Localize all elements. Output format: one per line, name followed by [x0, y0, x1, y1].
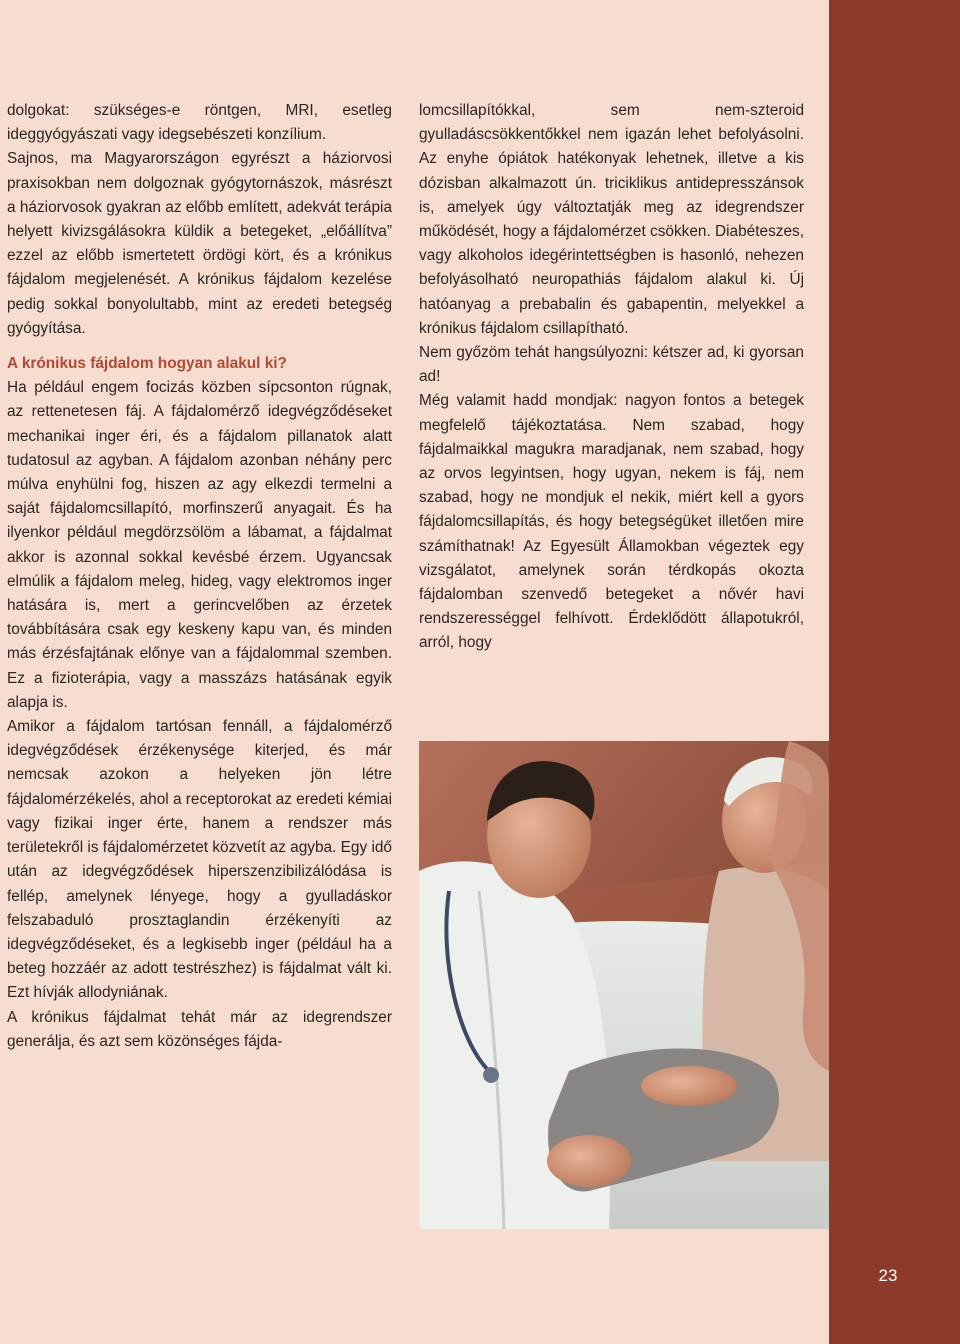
- paragraph: Ha például engem focizás közben sípcsonton rúgnak, az rettenetesen fáj. A fájdalomérző idegvégződéseket mechanikai inger éri, és a fájdalom pillanatok alatt tudatosul az agyban. A fájdalom azonban néhány perc múlva enyhülni fog, hiszen az agy elkezdi termelni a saját fájdalomcsillapító, morfinszerű anyagait. És ha ilyenkor például megdörzsölöm a lábamat, a fájdalmat akkor is azonnal sokkal kevésbé érzem. Ugyancsak elmúlik a fájdalom meleg, hideg, vagy elektromos inger hatására is, mert a gerincvelőben az érzetek továbbítására csak egy keskeny kapu van, és minden más érzésfajtának előnye van a fájdalommal szemben. Ez a fizioterápia, vagy a masszázs hatásának egyik alapja is.: [7, 379, 392, 711]
- paragraph: dolgokat: szükséges-e röntgen, MRI, esetleg ideggyógyászati vagy idegsebészeti konzílium.: [7, 102, 392, 144]
- left-column: [7, 99, 392, 1054]
- photo-illustration: [419, 741, 829, 1229]
- doctor-patient-photo: [419, 741, 829, 1229]
- page-number: 23: [878, 1266, 898, 1285]
- paragraph: Amikor a fájdalom tartósan fennáll, a fájdalomérző idegvégződések érzékenysége kiterjed, és már nemcsak azokon a helyeken jön létre fájdalomérzékelés, ahol a receptorokat az eredeti kémiai vagy fizikai inger érte, hanem a rendszer más területekről is fájdalomérzetet közvetít az agyba. Egy idő után az idegvégződések hiperszenzibilizálódása is fellép, amelynek lényege, hogy a gyulladáskor felszabaduló prosztaglandin érzékenyíti az idegvégződéseket, és a legkisebb inger (például ha a beteg hozzáér az adott testrészhez) is fájdalmat vált ki. Ezt hívják allodyniának.: [7, 718, 392, 1002]
- paragraph: Még valamit hadd mondjak: nagyon fontos a betegek megfelelő tájékoztatása. Nem szabad, hogy fájdalmaikkal magukra maradjanak, nem szabad, hogy az orvos legyintsen, hogy ugyan, nekem is fáj, nem szabad, hogy ne mondjuk el nekik, miért kell a gyors fájdalomcsillapítás, és hogy betegségüket illetően mire számíthatnak! Az Egyesült Államokban végeztek egy vizsgálatot, amelynek során térdkopás okozta fájdalomban szenvedő betegeket a nővér havi rendszerességgel felhívott. Érdeklődött állapotukról, arról, hogy: [419, 392, 804, 652]
- right-column: [419, 99, 804, 656]
- sidebar-band: [829, 0, 960, 1344]
- paragraph: lomcsillapítókkal, sem nem-szteroid gyulladáscsökkentőkkel nem igazán lehet befolyásolni. Az enyhe ópiátok hatékonyak lehetnek, illetve a kis dózisban alkalmazott ún. triciklikus antidepresszánsok is, amelyek úgy változtatják meg az idegrendszer működését, hogy a fájdalomérzet csökken. Diabéteszes, vagy alkoholos idegérintettségben is hasonló, nehezen befolyásolható neuropathiás fájdalom alakul ki. Új hatóanyag a prebabalin és gabapentin, melyekkel a krónikus fájdalom csillapítható.: [419, 102, 804, 337]
- section-heading: A krónikus fájdalom hogyan alakul ki?: [7, 355, 287, 373]
- paragraph: Nem győzöm tehát hangsúlyozni: kétszer ad, ki gyorsan ad!: [419, 344, 804, 386]
- paragraph: Sajnos, ma Magyarországon egyrészt a háziorvosi praxisokban nem dolgoznak gyógytornászok, másrészt a háziorvosok gyakran az előbb említett, adekvát terápia helyett kivizsgálásokra küldik a betegeket, „előállítva” ezzel az előbb ismertetett ördögi kört, és a krónikus fájdalom megjelenését. A krónikus fájdalom kezelése pedig sokkal bonyolultabb, mint az eredeti betegség gyógyítása.: [7, 150, 392, 337]
- paragraph: A krónikus fájdalmat tehát már az idegrendszer generálja, és azt sem közönséges fájda-: [7, 1008, 392, 1050]
